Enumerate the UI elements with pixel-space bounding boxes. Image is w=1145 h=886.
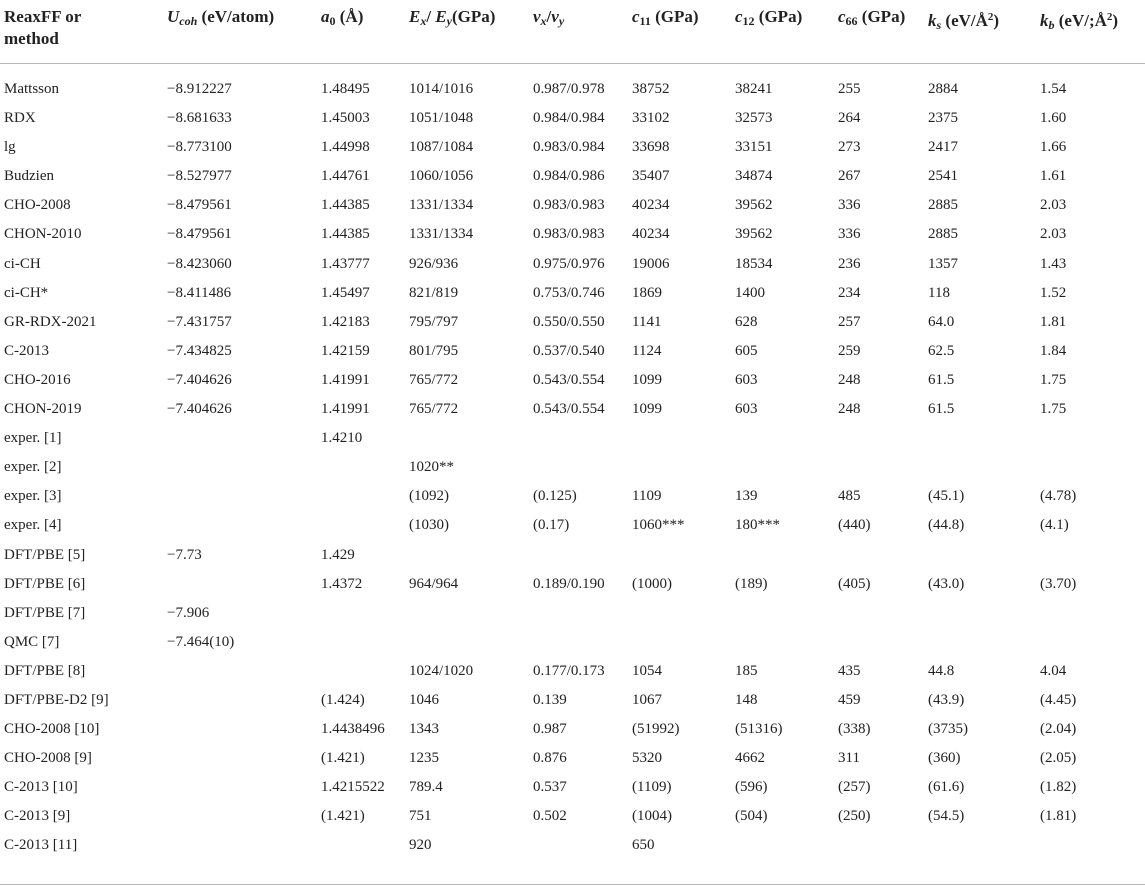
cell-c12: 628 [735,313,758,330]
cell-vx-vy: 0.543/0.554 [533,371,605,388]
header-ucoh: $U_{coh}$ (eV/atom) [167,7,275,28]
cell-ex-ey: 801/795 [409,342,459,359]
cell-c11: 40234 [632,197,670,214]
cell-ex-ey: 1087/1084 [409,139,474,156]
cell-method: DFT/PBE [7] [4,604,86,621]
cell-c11: 650 [632,837,655,854]
cell-ks: (43.9) [928,691,965,708]
cell-vx-vy: 0.502 [533,808,567,825]
cell-method: CHON-2010 [4,226,82,243]
cell-c12: 34874 [735,168,773,185]
cell-c12: 605 [735,342,758,359]
header-c66: $c_{66}$ (GPa) [838,7,906,28]
cell-ex-ey: 1024/1020 [409,662,474,679]
cell-ucoh: −8.773100 [167,139,232,156]
cell-ex-ey: 789.4 [409,779,443,796]
cell-c12: 39562 [735,226,773,243]
cell-ex-ey: 795/797 [409,313,459,330]
cell-c11: 1099 [632,371,662,388]
cell-vx-vy: 0.983/0.984 [533,139,605,156]
cell-a0: 1.41991 [321,401,370,418]
cell-c11: 1141 [632,313,662,330]
cell-c66: (257) [838,779,871,796]
cell-c66: 435 [838,662,861,679]
cell-ucoh: −8.411486 [167,284,232,301]
cell-kb: (1.82) [1040,779,1077,796]
cell-kb: (4.1) [1040,517,1069,534]
cell-c66: 234 [838,284,861,301]
cell-ex-ey: (1030) [409,517,449,534]
cell-a0: 1.42183 [321,313,370,330]
cell-method: exper. [1] [4,430,62,447]
cell-ucoh: −7.906 [167,604,210,621]
cell-method: C-2013 [11] [4,837,78,854]
cell-ks: 2417 [928,139,958,156]
cell-a0: 1.44385 [321,197,370,214]
cell-ex-ey: 765/772 [409,401,459,418]
cell-a0: (1.421) [321,750,365,767]
table-row [0,134,1145,163]
cell-ucoh: −7.73 [167,546,202,563]
cell-vx-vy: 0.537 [533,779,567,796]
cell-method: CHO-2008 [9] [4,750,92,767]
header-c11: $c_{11}$ (GPa) [632,7,699,28]
table-row [0,367,1145,396]
cell-c11: 1109 [632,488,662,505]
cell-ks: 2885 [928,226,958,243]
cell-ks: 1357 [928,255,958,272]
cell-method: exper. [4] [4,517,62,534]
cell-ucoh: −8.479561 [167,226,232,243]
cell-c66: 264 [838,110,861,127]
cell-c66: (440) [838,517,871,534]
cell-c12: (596) [735,779,768,796]
cell-a0: 1.4210 [321,430,363,447]
cell-vx-vy: 0.550/0.550 [533,313,605,330]
cell-ex-ey: 1331/1334 [409,197,474,214]
cell-ks: 2884 [928,81,958,97]
cell-a0: 1.45497 [321,284,370,301]
cell-c66: 248 [838,401,861,418]
table-row [0,512,1145,541]
cell-c11: 1124 [632,342,662,359]
table-row [0,687,1145,716]
cell-ex-ey: 821/819 [409,284,459,301]
cell-c11: 19006 [632,255,670,272]
table-row [0,600,1145,629]
cell-method: Budzien [4,168,54,185]
cell-kb: 1.75 [1040,371,1067,388]
cell-a0: 1.42159 [321,342,370,359]
cell-ucoh: −7.434825 [167,342,232,359]
cell-ucoh: −8.527977 [167,168,232,185]
cell-c11: (1004) [632,808,672,825]
cell-c11: (1109) [632,779,672,796]
cell-c12: 38241 [735,81,773,97]
cell-ks: (54.5) [928,808,965,825]
cell-vx-vy: 0.984/0.986 [533,168,605,185]
cell-c12: 33151 [735,139,773,156]
cell-ex-ey: 751 [409,808,432,825]
table-row [0,774,1145,803]
cell-kb: 1.43 [1040,255,1067,272]
cell-vx-vy: 0.753/0.746 [533,284,605,301]
table-header [0,0,1145,64]
cell-ex-ey: 920 [409,837,432,854]
cell-ucoh: −7.404626 [167,401,232,418]
table-row [0,280,1145,309]
table-row [0,745,1145,774]
cell-a0: (1.424) [321,691,365,708]
table-row [0,542,1145,571]
table-row [0,658,1145,687]
cell-kb: 2.03 [1040,197,1067,214]
cell-vx-vy: 0.139 [533,691,567,708]
table-row [0,425,1145,454]
cell-c66: 459 [838,691,861,708]
cell-kb: 4.04 [1040,662,1067,679]
cell-c66: 267 [838,168,861,185]
cell-method: CHO-2016 [4,371,71,388]
cell-ucoh: −7.404626 [167,371,232,388]
cell-c66: 257 [838,313,861,330]
bottom-rule [0,884,1145,885]
cell-c66: (338) [838,721,871,738]
cell-method: GR-RDX-2021 [4,313,97,330]
header-a0: $a_0$ (Å) [321,7,364,28]
cell-a0: 1.44998 [321,139,370,156]
cell-a0: 1.4438496 [321,721,385,738]
cell-ex-ey: 1014/1016 [409,81,474,97]
cell-method: lg [4,139,16,156]
cell-c12: 139 [735,488,758,505]
cell-ucoh: −8.912227 [167,81,232,97]
table-row [0,105,1145,134]
table-row [0,454,1145,483]
cell-kb: (2.04) [1040,721,1077,738]
table-row [0,309,1145,338]
cell-method: ci-CH [4,255,41,272]
cell-vx-vy: 0.987/0.978 [533,81,605,97]
cell-c66: 236 [838,255,861,272]
cell-ks: 2885 [928,197,958,214]
cell-ks: (43.0) [928,575,965,592]
cell-vx-vy: 0.975/0.976 [533,255,605,272]
cell-method: CHON-2019 [4,401,82,418]
cell-kb: 1.66 [1040,139,1067,156]
cell-kb: (2.05) [1040,750,1077,767]
cell-c11: 1060*** [632,517,685,534]
table-row [0,629,1145,658]
cell-c66: 255 [838,81,861,97]
cell-method: CHO-2008 [10] [4,721,100,738]
cell-a0: 1.44761 [321,168,370,185]
cell-c11: (51992) [632,721,680,738]
cell-ks: (45.1) [928,488,965,505]
header-method: ReaxFF or method [4,7,82,48]
cell-method: C-2013 [9] [4,808,71,825]
table-row [0,396,1145,425]
cell-c12: 18534 [735,255,773,272]
cell-kb: 1.54 [1040,81,1067,97]
header-ks: $k_s$ $(eV/Å^2)$ [928,11,1000,32]
cell-ex-ey: 1060/1056 [409,168,474,185]
cell-kb: 1.61 [1040,168,1067,185]
cell-c11: 1099 [632,401,662,418]
cell-c66: 336 [838,197,861,214]
cell-c12: 185 [735,662,758,679]
cell-ex-ey: 926/936 [409,255,459,272]
table-row [0,571,1145,600]
header-ex-ey: $E_x/$ $E_y(GPa)$ [409,7,496,28]
cell-c66: 248 [838,371,861,388]
cell-a0: 1.44385 [321,226,370,243]
cell-a0: 1.4372 [321,575,363,592]
table-row [0,251,1145,280]
cell-vx-vy: 0.984/0.984 [533,110,605,127]
cell-c11: 1054 [632,662,662,679]
cell-c12: (504) [735,808,768,825]
cell-method: C-2013 [4,342,49,359]
cell-ks: 64.0 [928,313,955,330]
cell-method: RDX [4,110,36,127]
cell-c66: 485 [838,488,861,505]
cell-c11: 33698 [632,139,670,156]
cell-ks: 62.5 [928,342,955,359]
cell-method: exper. [2] [4,459,62,476]
table-body [0,76,1145,862]
cell-c12: 180*** [735,517,780,534]
cell-kb: 1.75 [1040,401,1067,418]
cell-kb: 1.52 [1040,284,1067,301]
cell-c12: 32573 [735,110,773,127]
table-row [0,76,1145,105]
cell-kb: (3.70) [1040,575,1077,592]
cell-a0: 1.45003 [321,110,370,127]
cell-ks: (360) [928,750,961,767]
cell-vx-vy: 0.876 [533,750,567,767]
cell-kb: (4.45) [1040,691,1077,708]
cell-c66: (250) [838,808,871,825]
cell-method: C-2013 [10] [4,779,78,796]
cell-ucoh: −7.464(10) [167,633,235,650]
table-row [0,832,1145,861]
cell-method: DFT/PBE-D2 [9] [4,691,109,708]
cell-c66: 273 [838,139,861,156]
cell-c11: 1869 [632,284,662,301]
cell-c11: 5320 [632,750,662,767]
cell-c66: 259 [838,342,861,359]
header-kb: $k_b$ $(eV/;Å^2)$ [1040,11,1119,32]
cell-method: QMC [7] [4,633,60,650]
cell-a0: 1.4215522 [321,779,385,796]
header-c12: $c_{12}$ (GPa) [735,7,803,28]
cell-vx-vy: 0.987 [533,721,567,738]
cell-c11: 40234 [632,226,670,243]
cell-vx-vy: 0.177/0.173 [533,662,605,679]
cell-kb: 2.03 [1040,226,1067,243]
cell-c11: 38752 [632,81,670,97]
cell-c11: 1067 [632,691,662,708]
cell-ks: (3735) [928,721,968,738]
cell-vx-vy: 0.189/0.190 [533,575,605,592]
cell-c12: 4662 [735,750,765,767]
cell-a0: (1.421) [321,808,365,825]
cell-c11: 33102 [632,110,670,127]
table-row [0,192,1145,221]
cell-method: DFT/PBE [5] [4,546,86,563]
cell-a0: 1.429 [321,546,355,563]
cell-c12: 148 [735,691,758,708]
cell-vx-vy: 0.983/0.983 [533,226,605,243]
cell-ks: 2541 [928,168,958,185]
cell-kb: (4.78) [1040,488,1077,505]
cell-a0: 1.41991 [321,371,370,388]
cell-c11: (1000) [632,575,672,592]
cell-c12: (51316) [735,721,783,738]
cell-a0: 1.48495 [321,81,370,97]
cell-ks: 2375 [928,110,958,127]
cell-kb: 1.81 [1040,313,1067,330]
cell-ex-ey: 1051/1048 [409,110,474,127]
cell-a0: 1.43777 [321,255,370,272]
cell-c12: 1400 [735,284,765,301]
cell-c12: 603 [735,401,758,418]
header-vx-vy: $\nu_x/\nu_y$ [533,7,565,28]
cell-method: DFT/PBE [8] [4,662,86,679]
cell-kb: 1.84 [1040,342,1067,359]
cell-ex-ey: 1020** [409,459,454,476]
cell-ex-ey: 1046 [409,691,439,708]
cell-vx-vy: (0.17) [533,517,570,534]
cell-ks: (61.6) [928,779,965,796]
cell-vx-vy: 0.543/0.554 [533,401,605,418]
cell-method: CHO-2008 [4,197,71,214]
cell-vx-vy: (0.125) [533,488,577,505]
cell-c66: 336 [838,226,861,243]
cell-ucoh: −8.681633 [167,110,232,127]
cell-c12: 603 [735,371,758,388]
cell-ex-ey: 765/772 [409,371,459,388]
cell-c66: 311 [838,750,860,767]
cell-ucoh: −8.479561 [167,197,232,214]
cell-c12: (189) [735,575,768,592]
cell-kb: (1.81) [1040,808,1077,825]
table-row [0,338,1145,367]
table-row [0,163,1145,192]
cell-vx-vy: 0.983/0.983 [533,197,605,214]
table-row [0,716,1145,745]
cell-ex-ey: 1343 [409,721,439,738]
cell-method: DFT/PBE [6] [4,575,86,592]
cell-ex-ey: 1235 [409,750,439,767]
cell-method: ci-CH* [4,284,49,301]
cell-ucoh: −8.423060 [167,255,232,272]
cell-kb: 1.60 [1040,110,1067,127]
cell-c11: 35407 [632,168,670,185]
cell-c12: 39562 [735,197,773,214]
cell-ks: 118 [928,284,950,301]
table-row [0,483,1145,512]
cell-c66: (405) [838,575,871,592]
cell-method: Mattsson [4,81,60,97]
cell-method: exper. [3] [4,488,62,505]
cell-ks: 44.8 [928,662,955,679]
cell-ks: (44.8) [928,517,965,534]
cell-ucoh: −7.431757 [167,313,232,330]
cell-ex-ey: 1331/1334 [409,226,474,243]
cell-ex-ey: 964/964 [409,575,459,592]
cell-ex-ey: (1092) [409,488,449,505]
cell-ks: 61.5 [928,401,955,418]
table-row [0,221,1145,250]
cell-ks: 61.5 [928,371,955,388]
cell-vx-vy: 0.537/0.540 [533,342,605,359]
table-row [0,803,1145,832]
